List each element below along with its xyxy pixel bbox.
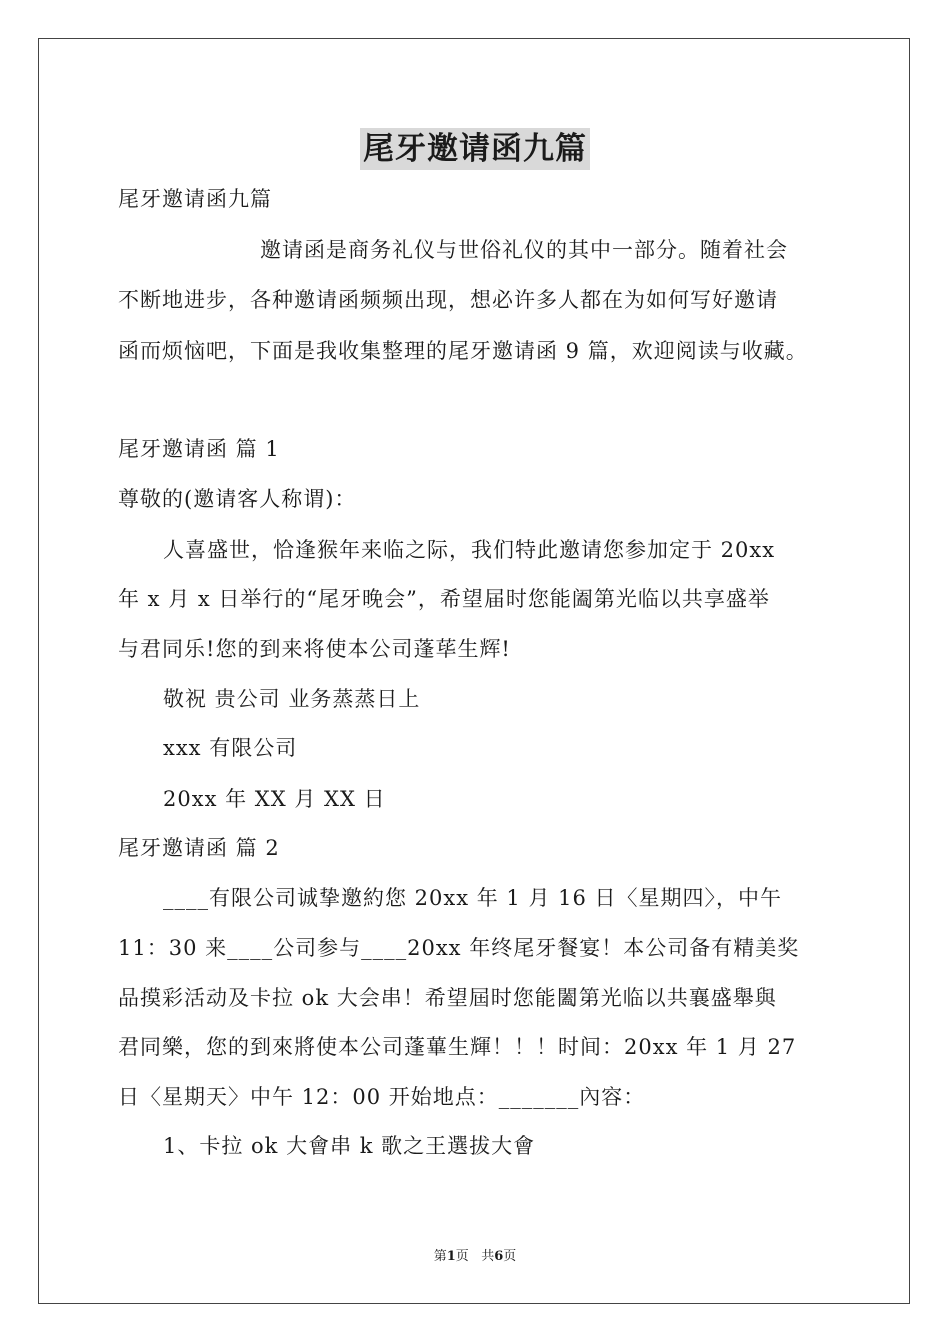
section1-body-line-1: 人喜盛世，恰逢猴年来临之际，我们特此邀请您参加定于 20xx — [163, 538, 776, 562]
section1-body-line-3: 与君同乐!您的到来将使本公司蓬荜生辉! — [118, 637, 511, 661]
intro-line-2: 不断地进步，各种邀请函频频出现，想必许多人都在为如何写好邀请 — [118, 288, 778, 312]
section2-body-line-4: 君同樂，您的到來將使本公司蓬蓽生輝！！！时间：20xx 年 1 月 27 — [118, 1035, 797, 1059]
footer-page-current: 1 — [446, 1249, 456, 1264]
footer-page-suffix: 页 — [503, 1249, 517, 1264]
page-footer — [0, 1248, 950, 1266]
section2-body-line-1: ____有限公司诚挚邀約您 20xx 年 1 月 16 日〈星期四〉，中午 — [163, 886, 783, 910]
document-title: 尾牙邀请函九篇 — [360, 128, 590, 170]
footer-page-total: 6 — [494, 1249, 504, 1264]
intro-line-3: 函而烦恼吧，下面是我收集整理的尾牙邀请函 9 篇，欢迎阅读与收藏。 — [118, 339, 808, 363]
section2-body-line-2: 11：30 来____公司参与____20xx 年终尾牙餐宴！本公司备有精美奖 — [118, 936, 800, 960]
section1-salutation: 尊敬的(邀请客人称谓)： — [118, 487, 357, 511]
section2-heading: 尾牙邀请函 篇 2 — [118, 836, 280, 860]
page-border — [38, 38, 910, 1304]
intro-line-1: 邀请函是商务礼仪与世俗礼仪的其中一部分。随着社会 — [260, 238, 788, 262]
footer-page-mid: 页 共 — [455, 1249, 495, 1264]
section1-company: xxx 有限公司 — [163, 736, 298, 760]
subtitle: 尾牙邀请函九篇 — [118, 187, 272, 211]
section1-heading: 尾牙邀请函 篇 1 — [118, 437, 280, 461]
section2-item-1: 1、卡拉 ok 大會串 k 歌之王選拔大會 — [163, 1134, 536, 1158]
section2-body-line-5: 日〈星期天〉中午 12：00 开始地点：_______內容： — [118, 1085, 646, 1109]
title-container — [0, 128, 950, 170]
footer-page-prefix: 第 — [433, 1249, 447, 1264]
section1-closing: 敬祝 贵公司 业务蒸蒸日上 — [163, 687, 421, 711]
section1-date: 20xx 年 XX 月 XX 日 — [163, 787, 386, 811]
section2-body-line-3: 品摸彩活动及卡拉 ok 大会串！希望屆时您能闔第光临以共襄盛舉與 — [118, 986, 777, 1010]
section1-body-line-2: 年 x 月 x 日举行的“尾牙晚会”，希望届时您能阖第光临以共享盛举 — [118, 587, 770, 611]
